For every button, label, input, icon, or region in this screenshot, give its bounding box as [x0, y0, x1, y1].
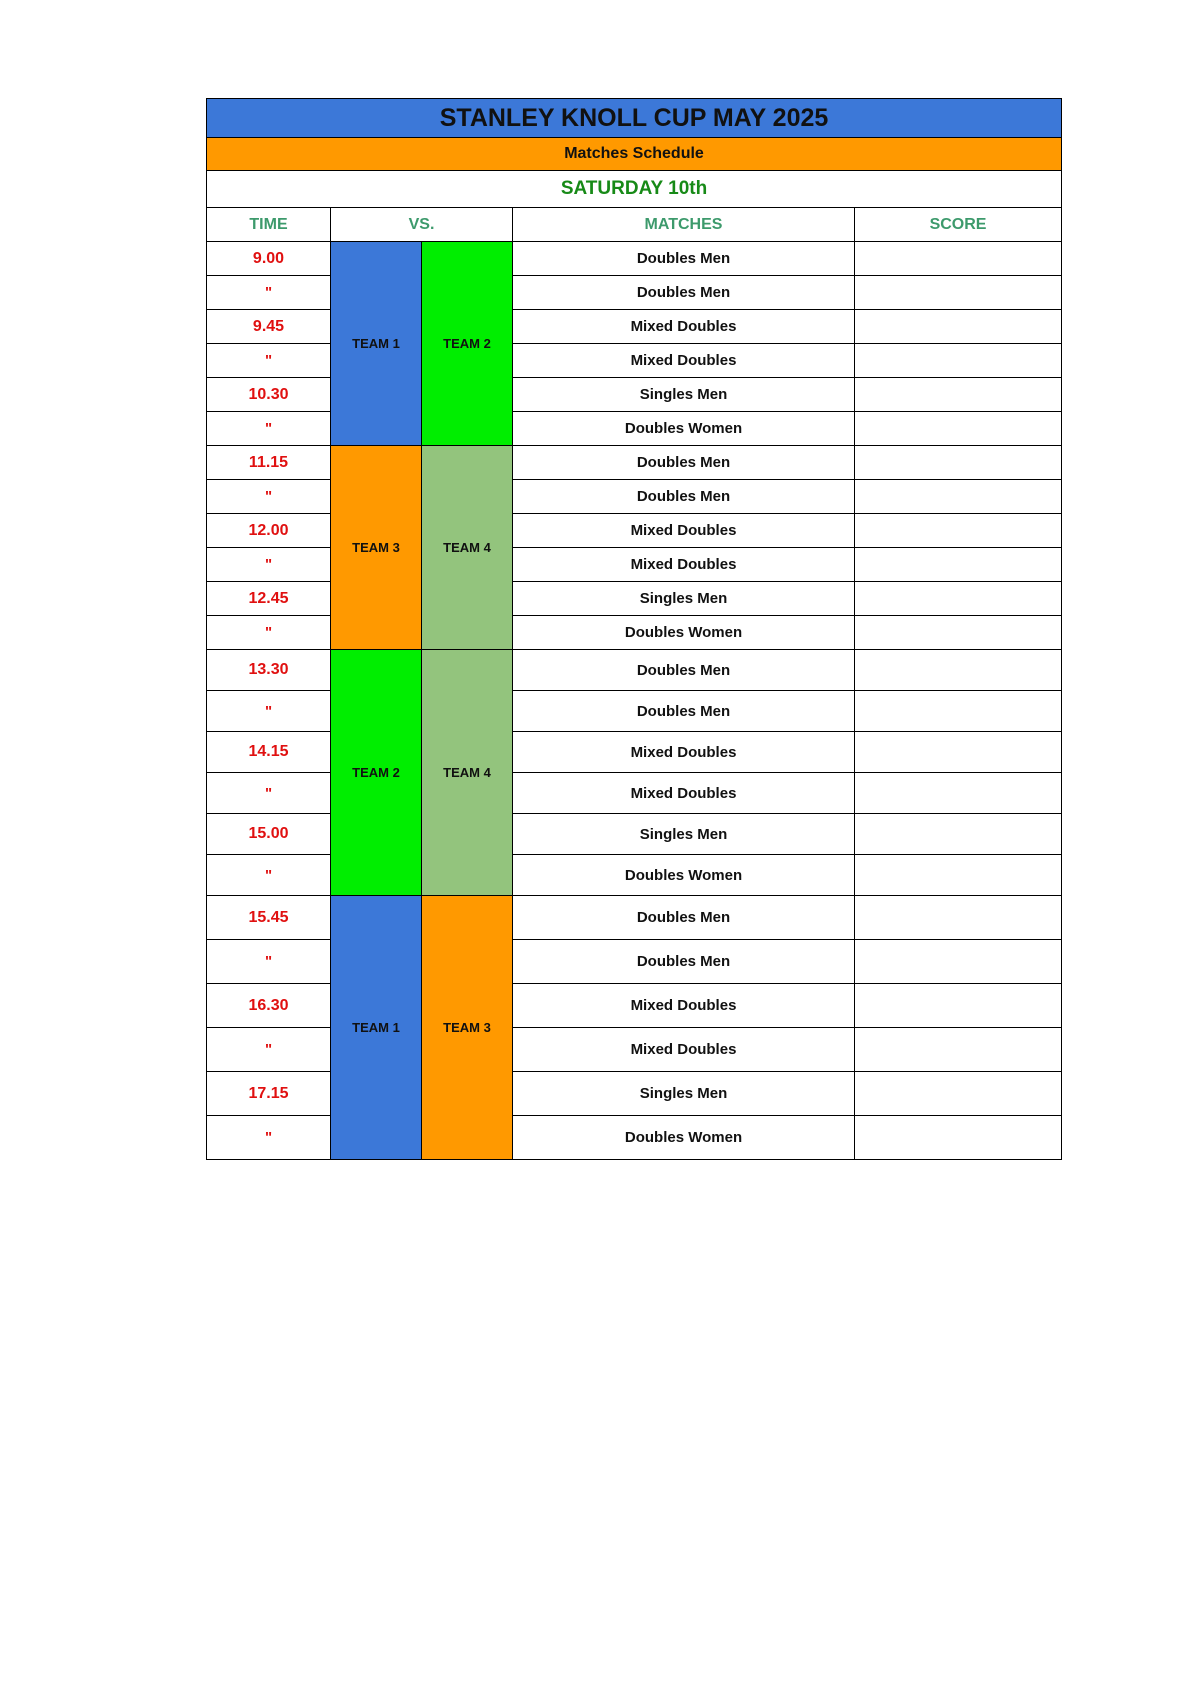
match-cell: Mixed Doubles: [513, 984, 855, 1028]
table-row: [207, 896, 1062, 940]
match-cell: Mixed Doubles: [513, 773, 855, 814]
time-cell: ": [207, 691, 331, 732]
score-cell[interactable]: [855, 378, 1062, 412]
time-cell: 11.15: [207, 446, 331, 480]
team-a-cell: TEAM 1: [331, 896, 422, 1160]
header-time: TIME: [207, 208, 331, 242]
match-cell: Doubles Men: [513, 242, 855, 276]
score-cell[interactable]: [855, 514, 1062, 548]
time-cell: ": [207, 344, 331, 378]
time-cell: ": [207, 276, 331, 310]
score-cell[interactable]: [855, 548, 1062, 582]
team-b-cell: TEAM 3: [422, 896, 513, 1160]
match-cell: Singles Men: [513, 814, 855, 855]
time-cell: 9.00: [207, 242, 331, 276]
team-b-cell: TEAM 2: [422, 242, 513, 446]
match-cell: Doubles Men: [513, 691, 855, 732]
sheet-subtitle: Matches Schedule: [207, 138, 1062, 171]
time-cell: 9.45: [207, 310, 331, 344]
time-cell: 16.30: [207, 984, 331, 1028]
time-cell: ": [207, 480, 331, 514]
score-cell[interactable]: [855, 732, 1062, 773]
match-cell: Doubles Men: [513, 276, 855, 310]
team-a-cell: TEAM 3: [331, 446, 422, 650]
time-cell: 10.30: [207, 378, 331, 412]
score-cell[interactable]: [855, 814, 1062, 855]
match-cell: Doubles Men: [513, 650, 855, 691]
score-cell[interactable]: [855, 984, 1062, 1028]
time-cell: ": [207, 773, 331, 814]
time-cell: 17.15: [207, 1072, 331, 1116]
time-cell: 13.30: [207, 650, 331, 691]
time-cell: 14.15: [207, 732, 331, 773]
score-cell[interactable]: [855, 480, 1062, 514]
match-cell: Mixed Doubles: [513, 344, 855, 378]
match-cell: Doubles Men: [513, 446, 855, 480]
match-cell: Singles Men: [513, 582, 855, 616]
score-cell[interactable]: [855, 940, 1062, 984]
score-cell[interactable]: [855, 855, 1062, 896]
score-cell[interactable]: [855, 691, 1062, 732]
header-score: SCORE: [855, 208, 1062, 242]
team-a-cell: TEAM 2: [331, 650, 422, 896]
match-cell: Mixed Doubles: [513, 514, 855, 548]
header-vs: VS.: [331, 208, 513, 242]
score-cell[interactable]: [855, 1072, 1062, 1116]
table-row: [207, 446, 1062, 480]
match-cell: Doubles Men: [513, 896, 855, 940]
time-cell: ": [207, 616, 331, 650]
score-cell[interactable]: [855, 344, 1062, 378]
team-b-cell: TEAM 4: [422, 650, 513, 896]
score-cell[interactable]: [855, 242, 1062, 276]
score-cell[interactable]: [855, 310, 1062, 344]
time-cell: 12.45: [207, 582, 331, 616]
match-cell: Mixed Doubles: [513, 310, 855, 344]
match-cell: Mixed Doubles: [513, 1028, 855, 1072]
score-cell[interactable]: [855, 896, 1062, 940]
sheet-title: STANLEY KNOLL CUP MAY 2025: [207, 99, 1062, 138]
match-cell: Mixed Doubles: [513, 732, 855, 773]
match-cell: Mixed Doubles: [513, 548, 855, 582]
header-matches: MATCHES: [513, 208, 855, 242]
score-cell[interactable]: [855, 650, 1062, 691]
match-cell: Doubles Women: [513, 616, 855, 650]
time-cell: ": [207, 1116, 331, 1160]
match-cell: Doubles Women: [513, 412, 855, 446]
time-cell: 15.45: [207, 896, 331, 940]
score-cell[interactable]: [855, 773, 1062, 814]
time-cell: ": [207, 412, 331, 446]
time-cell: ": [207, 940, 331, 984]
score-cell[interactable]: [855, 582, 1062, 616]
table-row: [207, 242, 1062, 276]
match-cell: Doubles Women: [513, 1116, 855, 1160]
score-cell[interactable]: [855, 446, 1062, 480]
time-cell: ": [207, 1028, 331, 1072]
match-cell: Doubles Men: [513, 480, 855, 514]
match-cell: Doubles Women: [513, 855, 855, 896]
match-cell: Singles Men: [513, 1072, 855, 1116]
team-a-cell: TEAM 1: [331, 242, 422, 446]
time-cell: 15.00: [207, 814, 331, 855]
match-cell: Singles Men: [513, 378, 855, 412]
time-cell: ": [207, 855, 331, 896]
match-cell: Doubles Men: [513, 940, 855, 984]
schedule-table: [206, 98, 1062, 1160]
team-b-cell: TEAM 4: [422, 446, 513, 650]
score-cell[interactable]: [855, 1028, 1062, 1072]
score-cell[interactable]: [855, 276, 1062, 310]
time-cell: ": [207, 548, 331, 582]
score-cell[interactable]: [855, 1116, 1062, 1160]
day-heading: SATURDAY 10th: [207, 171, 1062, 208]
time-cell: 12.00: [207, 514, 331, 548]
table-row: [207, 650, 1062, 691]
score-cell[interactable]: [855, 616, 1062, 650]
score-cell[interactable]: [855, 412, 1062, 446]
